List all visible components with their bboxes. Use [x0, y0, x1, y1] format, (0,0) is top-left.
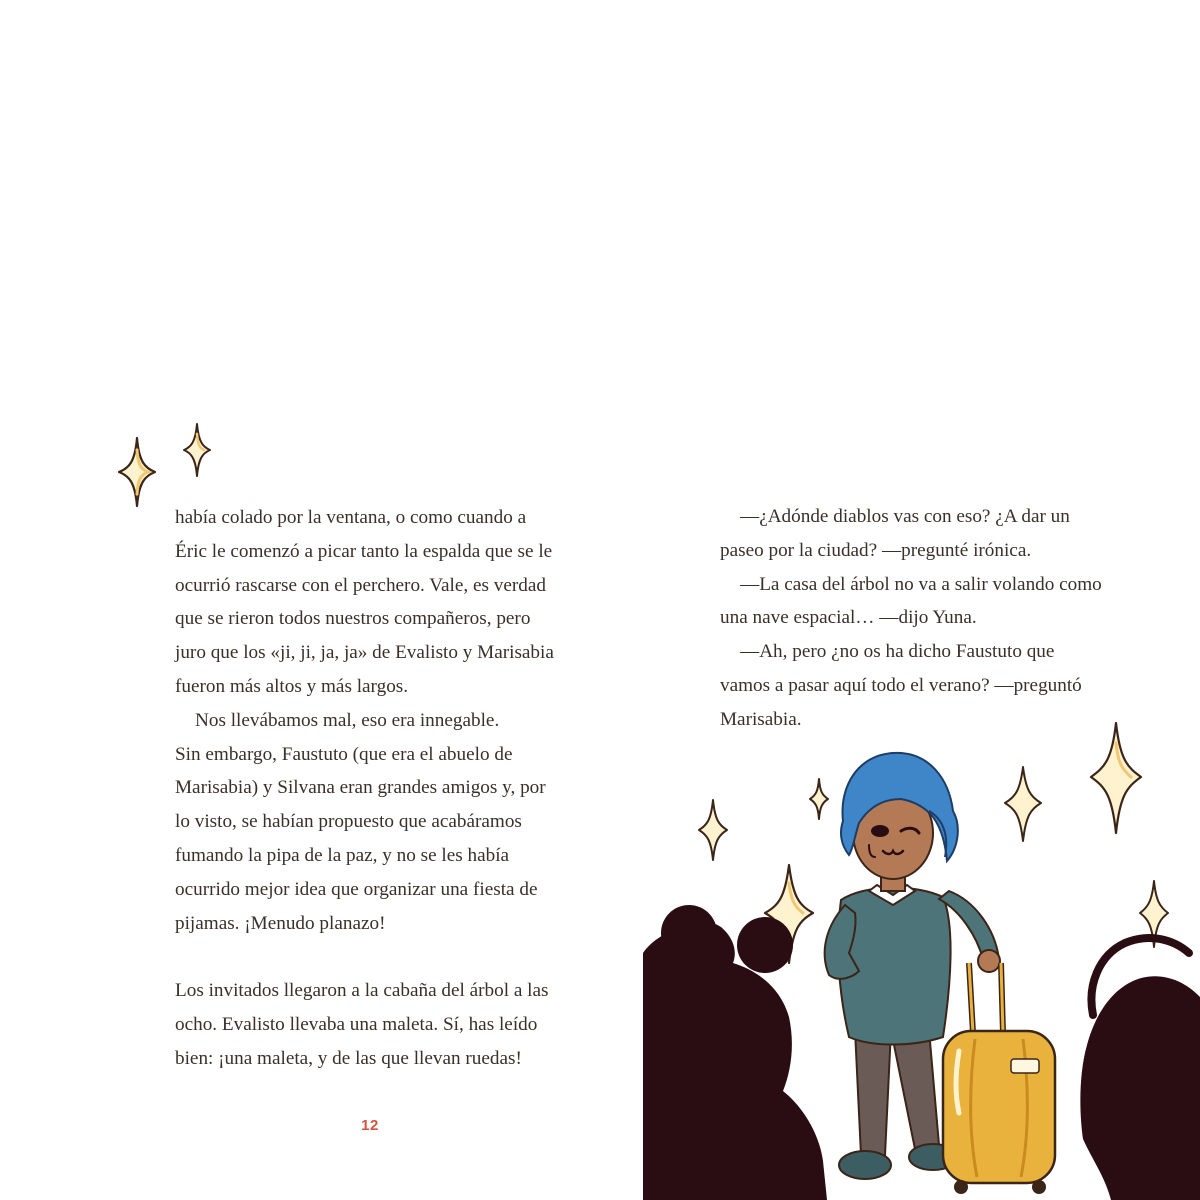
- silhouette-right: [1080, 938, 1200, 1200]
- sparkle-icon: [1005, 767, 1041, 841]
- text-line: ocurrió rascarse con el perchero. Vale, es verdad: [175, 574, 546, 596]
- text-line: lo visto, se habían propuesto que acabáramos: [175, 811, 522, 833]
- text-line: fueron más altos y más largos.: [175, 675, 409, 697]
- dialogue-line: paseo por la ciudad? —pregunté irónica.: [720, 539, 1032, 561]
- text-line: ocurrido mejor idea que organizar una fiesta de: [175, 878, 538, 900]
- text-line: que se rieron todos nuestros compañeros, pero: [175, 608, 531, 630]
- sparkle-icon: [810, 779, 828, 819]
- silhouette-left: [643, 905, 827, 1200]
- dialogue-line: —¿Adónde diablos vas con eso? ¿A dar un: [740, 506, 1070, 527]
- dialogue-line: —Ah, pero ¿no os ha dicho Faustuto que: [740, 641, 1055, 663]
- text-line: pijamas. ¡Menudo planazo!: [175, 912, 386, 934]
- sparkle-icon: [117, 436, 157, 508]
- sparkle-icon: [1091, 723, 1141, 833]
- text-line: Los invitados llegaron a la cabaña del árbol a las: [175, 980, 549, 1002]
- dialogue-line: vamos a pasar aquí todo el verano? —preguntó: [720, 674, 1082, 696]
- text-line: juro que los «ji, ji, ja, ja» de Evalisto y Marisabia: [175, 642, 554, 664]
- suitcase-illustration: [943, 963, 1055, 1194]
- text-line: Éric le comenzó a picar tanto la espalda que se le: [175, 540, 553, 562]
- sparkle-icon: [699, 800, 727, 860]
- story-illustration: [643, 715, 1200, 1200]
- text-line: había colado por la ventana, o como cuando a: [175, 507, 527, 528]
- page-number: 12: [361, 1117, 379, 1134]
- right-body-text: [720, 500, 1140, 737]
- dialogue-line: una nave espacial… —dijo Yuna.: [720, 607, 977, 629]
- text-line: Nos llevábamos mal, eso era innegable.: [195, 709, 500, 731]
- text-line: Marisabia) y Silvana eran grandes amigos y, por: [175, 777, 546, 799]
- dialogue-line: —La casa del árbol no va a salir volando como: [740, 573, 1102, 595]
- text-line: bien: ¡una maleta, y de las que llevan ruedas!: [175, 1047, 522, 1069]
- sparkle-icon: [182, 422, 212, 478]
- text-line: fumando la pipa de la paz, y no se les había: [175, 844, 510, 866]
- text-line: ocho. Evalisto llevaba una maleta. Sí, has leído: [175, 1013, 538, 1035]
- dialogue-line: Marisabia.: [720, 708, 802, 730]
- text-line: Sin embargo, Faustuto (que era el abuelo de: [175, 743, 513, 765]
- left-body-text: [175, 501, 575, 1076]
